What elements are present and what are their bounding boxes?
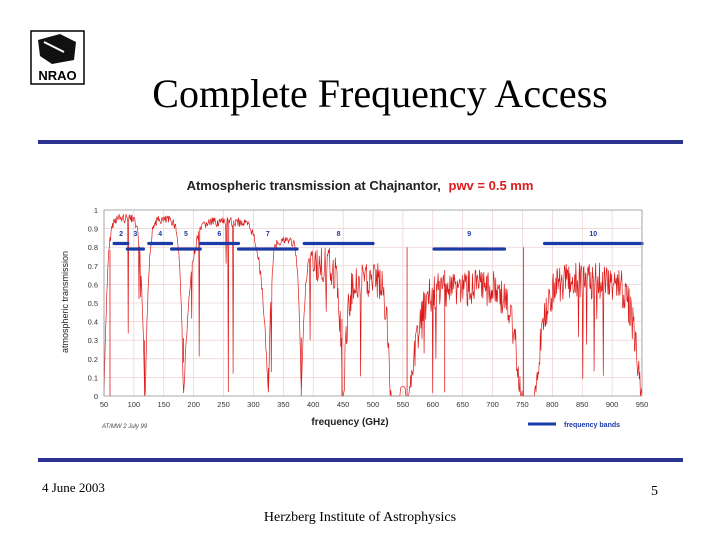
band-label-2: 2 [119,231,123,239]
y-tick-label: 0.3 [87,336,98,346]
y-tick-label: 0.5 [87,299,98,308]
x-tick-label: 50 [99,400,109,409]
x-tick-label: 100 [127,400,141,409]
x-tick-label: 950 [635,400,649,409]
x-tick-label: 850 [575,400,589,409]
x-tick-label: 150 [157,400,171,409]
chart-axes [88,206,649,409]
x-tick-label: 600 [426,400,440,409]
chart-container [42,154,678,442]
band-label-10: 10 [589,231,598,239]
x-tick-label: 350 [277,400,290,409]
band-label-5: 5 [183,231,188,239]
band-label-9: 9 [467,231,472,239]
y-tick-label: 1 [93,206,98,215]
band-label-7: 7 [265,231,270,239]
frequency-bands [114,231,642,249]
atmospheric-transmission-chart [42,154,678,442]
x-axis-label: frequency (GHz) [311,417,389,428]
top-rule [38,140,683,144]
band-label-4: 4 [158,231,163,239]
svg-text:Atmospheric transmission at Ch [187,178,534,193]
x-tick-label: 250 [217,400,230,409]
x-tick-label: 400 [306,400,320,409]
x-tick-label: 800 [546,400,559,409]
logo-text: NRAO [38,68,77,83]
x-tick-label: 750 [516,400,529,409]
chart-credit: AT/MW 2 July 99 [102,424,148,430]
footer-page-number: 5 [651,484,658,499]
y-tick-label: 0 [93,392,98,401]
chart-title-pwv: pwv = 0.5 mm [448,178,534,193]
y-tick-label: 0.4 [87,317,98,327]
slide-title: Complete Frequency Access [152,71,608,116]
x-tick-label: 550 [396,400,410,409]
band-label-3: 3 [133,231,138,239]
x-tick-label: 700 [486,400,499,409]
x-tick-label: 650 [456,400,469,409]
bottom-rule [38,458,683,462]
nrao-logo [30,30,85,85]
footer-date: 4 June 2003 [42,480,105,495]
legend-label: frequency bands [564,422,621,429]
x-tick-label: 900 [605,400,619,409]
y-tick-label: 0.6 [87,280,98,290]
band-label-8: 8 [336,231,341,239]
chart-title: Atmospheric transmission at Chajnantor, [186,178,441,193]
y-tick-label: 0.1 [87,373,98,383]
y-tick-label: 0.8 [87,243,98,253]
x-tick-label: 300 [247,400,260,409]
x-tick-label: 500 [366,400,380,409]
y-axis-label: atmospheric transmission [60,250,70,354]
x-tick-label: 200 [187,400,200,409]
y-tick-label: 0.2 [87,354,98,364]
footer-institute: Herzberg Institute of Astrophysics [263,510,457,525]
band-label-6: 6 [217,231,222,239]
y-tick-label: 0.7 [87,261,98,271]
x-tick-label: 450 [336,400,350,409]
y-tick-label: 0.9 [87,224,98,234]
